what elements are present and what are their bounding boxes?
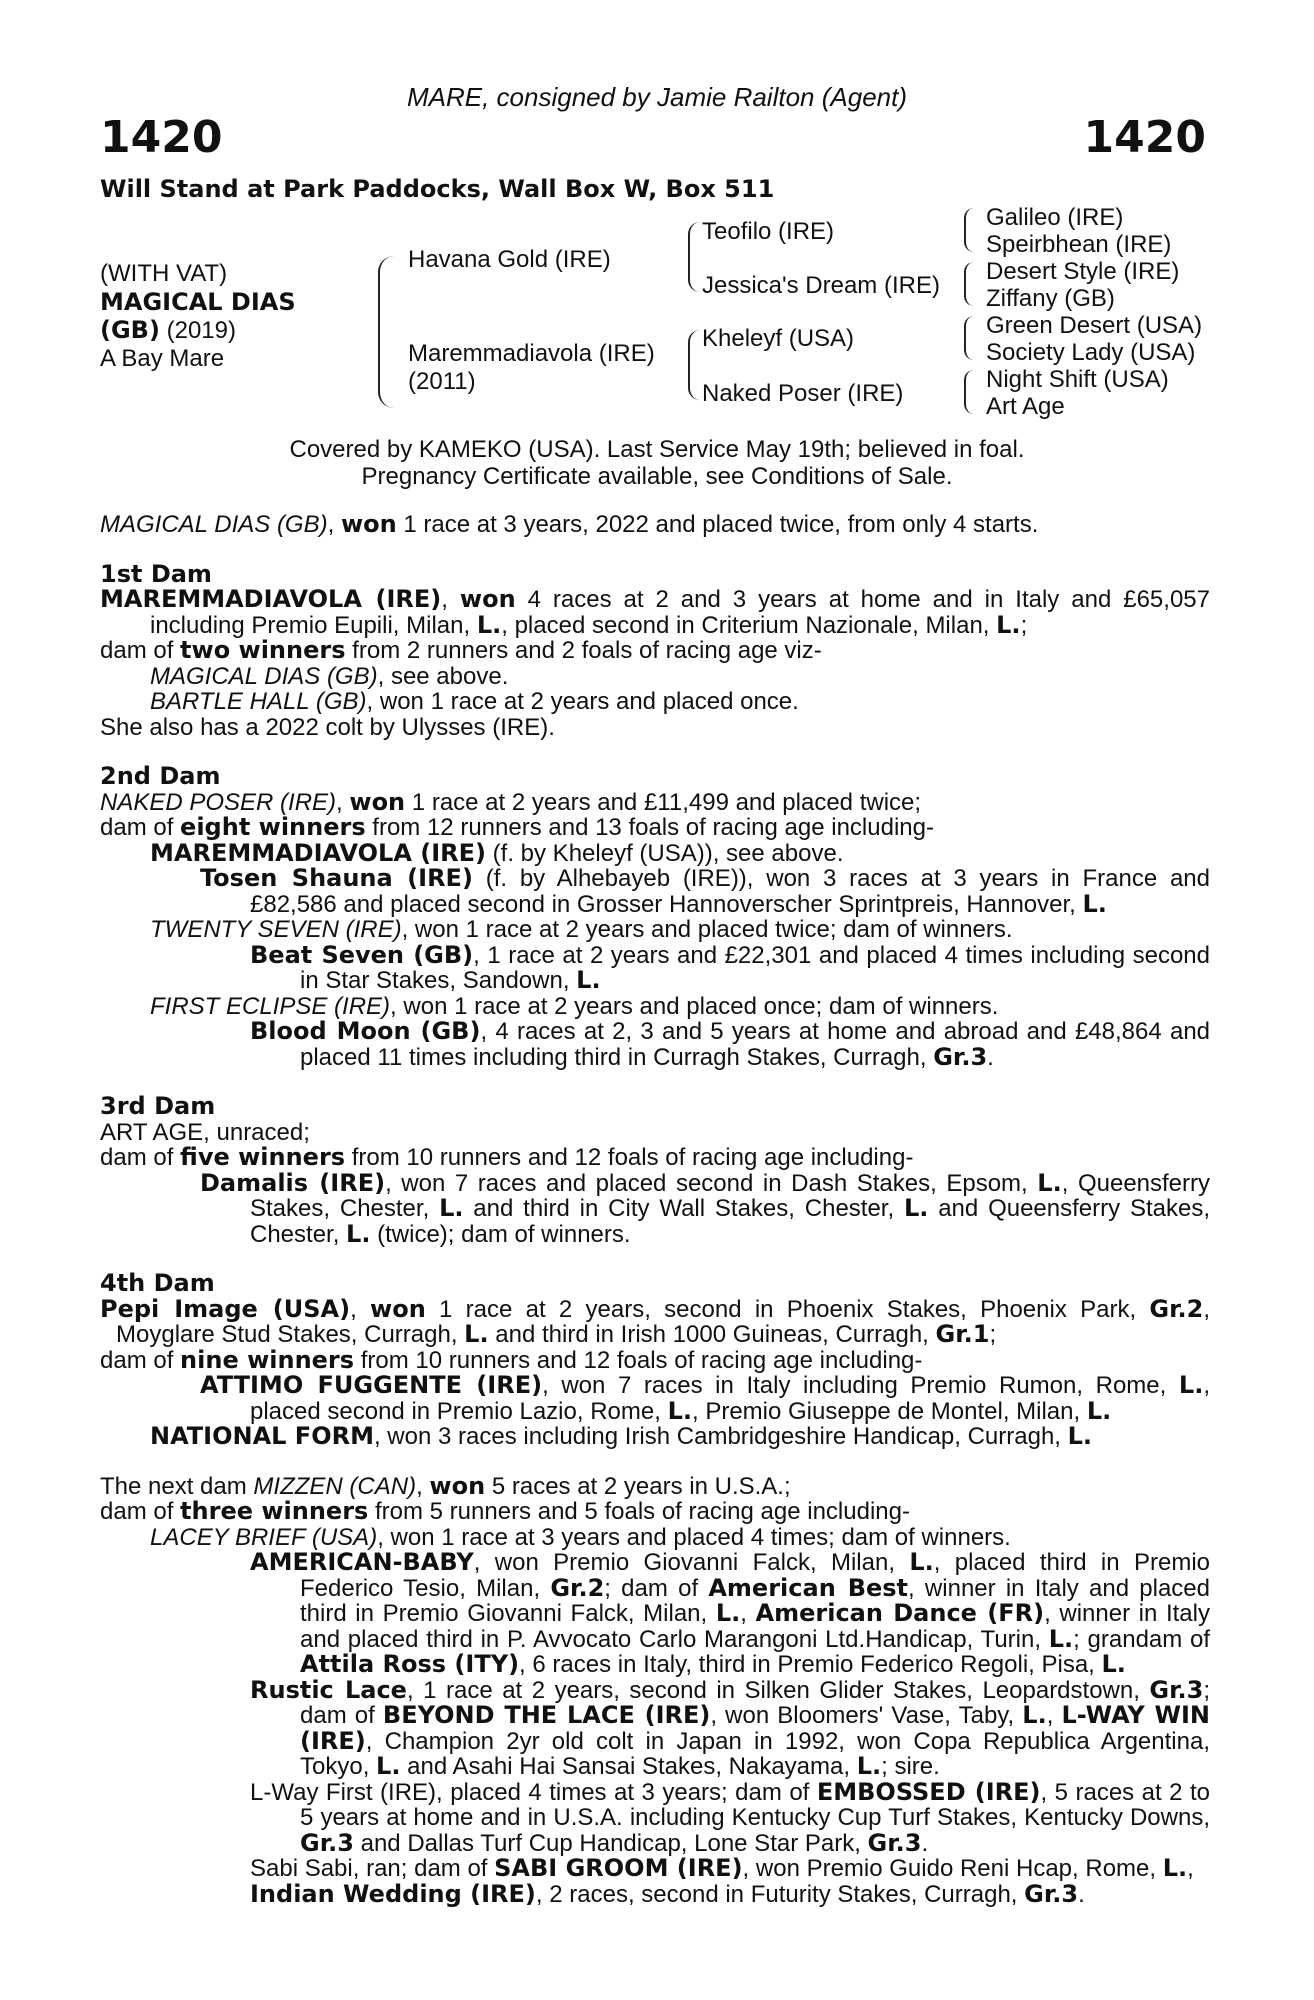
subject-year: (2019) xyxy=(166,317,236,344)
dam1-progeny-2: BARTLE HALL (GB), won 1 race at 2 years and placed once. xyxy=(150,688,799,715)
catalogue-body xyxy=(100,512,1210,1907)
vat-label: (WITH VAT) xyxy=(100,260,228,287)
next-dam-of: dam of three winners from 5 runners and 5 foals of racing age including- xyxy=(100,1497,910,1525)
dam2-dam-of: dam of eight winners from 12 runners and 13 foals of racing age including- xyxy=(100,813,934,841)
dam1-progeny-1: MAGICAL DIAS (GB), see above. xyxy=(150,662,509,690)
covered-line-2: Pregnancy Certificate available, see Conditions of Sale. xyxy=(361,463,953,490)
dam-name: Maremmadiavola (IRE) xyxy=(408,340,655,367)
subject-suffix: (GB) xyxy=(100,316,160,344)
ggs-3: Desert Style (IRE) xyxy=(986,258,1180,285)
pedigree-brace-4d xyxy=(964,370,974,414)
section-heading-1st-dam: 1st Dam xyxy=(100,559,212,588)
lot-number-left: 1420 xyxy=(100,112,223,163)
dam2-record: NAKED POSER (IRE), won 1 race at 2 years and £11,499 and placed twice; xyxy=(100,787,922,816)
sire-sire: Teofilo (IRE) xyxy=(702,218,835,245)
pedigree-brace-4a xyxy=(964,208,974,252)
dam2-progeny-3: TWENTY SEVEN (IRE), won 1 race at 2 years and placed twice; dam of winners. xyxy=(150,916,1013,943)
dam4-dam-of: dam of nine winners from 10 runners and 12 foals of racing age including- xyxy=(100,1345,923,1374)
dam1-dam-of: dam of two winners from 2 runners and 2 foals of racing age viz- xyxy=(100,636,822,664)
ggs-1: Galileo (IRE) xyxy=(986,204,1124,231)
ggs-6: Society Lady (USA) xyxy=(986,339,1196,366)
pedigree-brace-dam xyxy=(688,330,700,400)
pedigree-brace-sire xyxy=(688,222,700,292)
pedigree-brace-main xyxy=(378,256,394,408)
subject-name: MAGICAL DIAS xyxy=(100,288,296,316)
dam-sire: Kheleyf (USA) xyxy=(702,325,855,352)
pedigree-brace-4b xyxy=(964,262,974,306)
covered-note xyxy=(0,436,1314,490)
section-heading-2nd-dam: 2nd Dam xyxy=(100,762,221,790)
dam2-progeny-2: Tosen Shauna (IRE) (f. by Alhebayeb (IRE)), won 3 races at 3 years in France and £82,586 and placed second in Grosser Hannoverscher Sprintpreis, Hannover, L. xyxy=(200,864,1210,918)
sire-dam: Jessica's Dream (IRE) xyxy=(702,272,940,299)
pedigree-brace-4c xyxy=(964,316,974,360)
section-heading-4th-dam: 4th Dam xyxy=(100,1269,215,1297)
next-progeny-sabi-sabi: Sabi Sabi, ran; dam of SABI GROOM (IRE), won Premio Guido Reni Hcap, Rome, L., xyxy=(250,1854,1194,1882)
lot-number-right: 1420 xyxy=(1083,112,1206,163)
dam1-record: MAREMMADIAVOLA (IRE), won 4 races at 2 and 3 years at home and in Italy and £65,057 including Premio Eupili, Milan, L., placed second in Criterium Nazionale, Milan, L.; xyxy=(100,585,1210,639)
dam2-progeny-5: FIRST ECLIPSE (IRE), won 1 race at 2 years and placed once; dam of winners. xyxy=(150,992,999,1020)
next-progeny-american-baby: AMERICAN-BABY, won Premio Giovanni Falck, Milan, L., placed third in Premio Federico Tesio, Milan, Gr.2; dam of American Best, winner in Italy and placed third in Premio Giovanni Falck, Milan, L., American Dance (FR), winner in Italy and placed third in P. Avvocato Carlo Marangoni Ltd.Handicap, Turin, L.; grandam of Attila Ross (ITY), 6 races in Italy, third in Premio Federico Regoli, Pisa, L. xyxy=(250,1548,1210,1678)
ggs-8: Art Age xyxy=(986,393,1065,420)
subject-description: A Bay Mare xyxy=(100,345,225,372)
subject-block xyxy=(100,260,296,373)
ggs-4: Ziffany (GB) xyxy=(986,285,1115,312)
dam4-progeny-2: NATIONAL FORM, won 3 races including Irish Cambridgeshire Handicap, Curragh, L. xyxy=(150,1422,1093,1450)
consignor-line: MARE, consigned by Jamie Railton (Agent) xyxy=(406,82,907,112)
intro-paragraph: MAGICAL DIAS (GB), won 1 race at 3 years, 2022 and placed twice, from only 4 starts. xyxy=(100,510,1039,538)
next-progeny-rustic-lace: Rustic Lace, 1 race at 2 years, second in Silken Glider Stakes, Leopardstown, Gr.3; dam of BEYOND THE LACE (IRE), won Bloomers' Vase, Taby, L., L-WAY WIN (IRE), Champion 2yr old colt in Japan in 1992, won Copa Republica Argentina, Tokyo, L. and Asahi Hai Sansai Stakes, Nakayama, L.; sire. xyxy=(250,1675,1211,1780)
ggs-2: Speirbhean (IRE) xyxy=(986,231,1172,258)
dam-dam: Naked Poser (IRE) xyxy=(702,380,904,407)
ggs-7: Night Shift (USA) xyxy=(986,366,1169,393)
dam2-progeny-4: Beat Seven (GB), 1 race at 2 years and £22,301 and placed 4 times including second in Star Stakes, Sandown, L. xyxy=(250,940,1211,994)
ggs-5: Green Desert (USA) xyxy=(986,312,1203,339)
dam4-progeny-1: ATTIMO FUGGENTE (IRE), won 7 races in Italy including Premio Rumon, Rome, L., placed second in Premio Lazio, Rome, L., Premio Giuseppe de Montel, Milan, L. xyxy=(200,1371,1210,1425)
next-dam-record: The next dam MIZZEN (CAN), won 5 races at 2 years in U.S.A.; xyxy=(100,1471,791,1500)
dam1-also: She also has a 2022 colt by Ulysses (IRE). xyxy=(100,713,555,741)
dam2-progeny-1: MAREMMADIAVOLA (IRE) (f. by Kheleyf (USA)), see above. xyxy=(150,838,844,867)
next-progeny-indian-wedding: Indian Wedding (IRE), 2 races, second in Futurity Stakes, Curragh, Gr.3. xyxy=(250,1879,1085,1908)
sire: Havana Gold (IRE) xyxy=(408,246,611,273)
next-progeny-l-way-first: L-Way First (IRE), placed 4 times at 3 years; dam of EMBOSSED (IRE), 5 races at 2 to 5 years at home and in U.S.A. including Kentucky Cup Turf Stakes, Kentucky Downs, Gr.3 and Dallas Turf Cup Handicap, Lone Star Park, Gr.3. xyxy=(250,1777,1210,1857)
dam3-dam-of: dam of five winners from 10 runners and 12 foals of racing age including- xyxy=(100,1143,914,1171)
covered-line-1: Covered by KAMEKO (USA). Last Service May 19th; believed in foal. xyxy=(289,436,1025,463)
section-heading-3rd-dam: 3rd Dam xyxy=(100,1092,216,1120)
dam3-progeny-1: Damalis (IRE), won 7 races and placed second in Dash Stakes, Epsom, L., Queensferry Stakes, Chester, L. and third in City Wall Stakes, Chester, L. and Queensferry Stakes, Chester, L. (twice); dam of winners. xyxy=(200,1168,1211,1248)
dam-year: (2011) xyxy=(408,368,476,395)
next-progeny-lacey: LACEY BRIEF (USA), won 1 race at 3 years and placed 4 times; dam of winners. xyxy=(150,1523,1011,1551)
dam xyxy=(408,340,655,396)
stand-location: Will Stand at Park Paddocks, Wall Box W, Box 511 xyxy=(100,175,775,203)
dam2-progeny-6: Blood Moon (GB), 4 races at 2, 3 and 5 years at home and abroad and £48,864 and placed 11 times including third in Curragh Stakes, Curragh, Gr.3. xyxy=(250,1017,1211,1071)
dam4-record: Pepi Image (USA), won 1 race at 2 years, second in Phoenix Stakes, Phoenix Park, Gr.2, Moyglare Stud Stakes, Curragh, L. and third in Irish 1000 Guineas, Curragh, Gr.1; xyxy=(100,1294,1211,1348)
dam3-record: ART AGE, unraced; xyxy=(100,1118,310,1146)
